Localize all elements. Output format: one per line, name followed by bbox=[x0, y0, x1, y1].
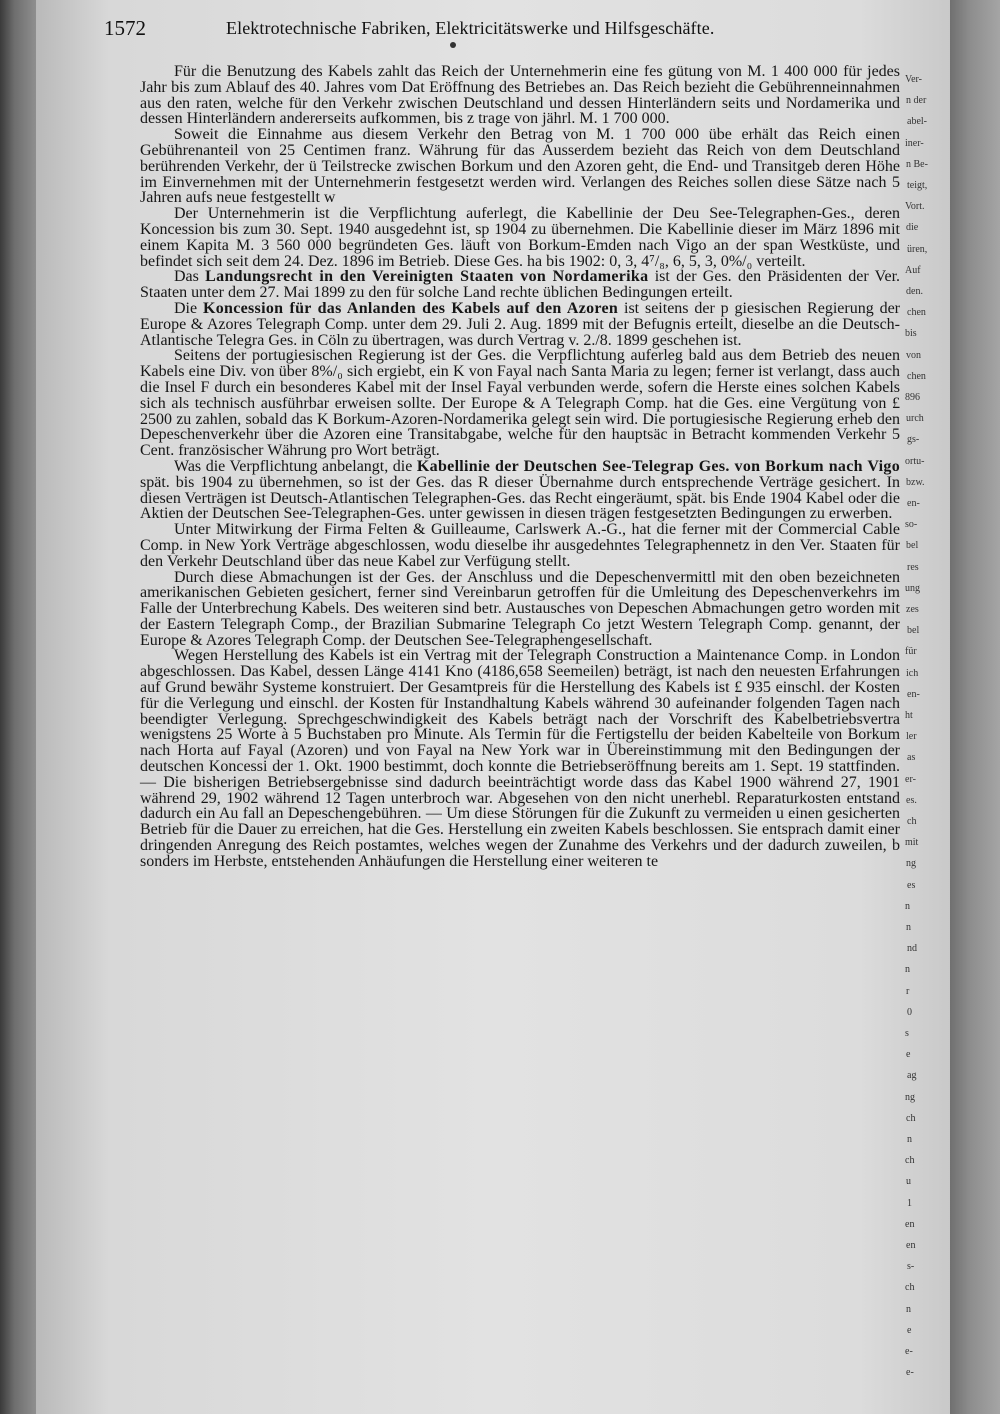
margin-fragment: die bbox=[906, 222, 919, 234]
paragraph bbox=[140, 648, 900, 869]
text-run: zweiten Kabels beschlossen. Sie entsprach damit einer dringenden Anregung des Reich bbox=[140, 821, 900, 855]
text-run: Soweit die Einnahme aus diesem Verkehr den Betrag von M. 1 700 000 übe bbox=[174, 126, 732, 144]
margin-fragment: en bbox=[906, 1240, 916, 1251]
margin-fragment: n bbox=[906, 1303, 911, 1315]
text-run: dieselbe ihr ausgedehntes Telegraphennetz in den Ver. Staaten für den Verkehr bbox=[140, 536, 901, 570]
paragraph bbox=[140, 348, 900, 459]
text-run: Kabel oder die Aktien der Deutschen See-Telegraphen-Ges. unter gewissen in diesen bbox=[140, 489, 900, 523]
text-run: jetzt Western Telegraph Comp. genannt, der Europe & Azores Telegraph Comp. bbox=[140, 615, 900, 649]
text-run: sonders im Herbste, entstehenden Anhäufungen die Herstellung einer weiteren te bbox=[140, 852, 659, 870]
text-run: spät. bis 1904 zu übernehmen, so ist der Ges. das R bbox=[140, 473, 489, 491]
text-run: Telegraph Comp. hat die Ges. eine Vergütung von £ 2500 zu zahlen, sobald das K bbox=[140, 394, 900, 428]
text-run: Durch diese Abmachungen ist der Ges. der Anschluss und die Depeschenvermittl bbox=[174, 568, 716, 586]
text-run: getroffen für die Umleitung des Depeschenverkehrs im Falle der Unterbrechung bbox=[140, 584, 901, 618]
margin-fragment: ung bbox=[905, 582, 920, 594]
margin-fragment: von bbox=[906, 349, 921, 361]
text-run: Deutschland über das neue Kabel zur Verfügung stellt. bbox=[217, 552, 571, 570]
text-run: trage von jährl. M. 1 700 000. bbox=[474, 110, 670, 128]
margin-fragment: 896 bbox=[905, 392, 920, 403]
text-run: eines solchen Kabels sich als technisch ausführbar erweisen sollte. Der Europe & A bbox=[140, 378, 901, 412]
paragraph bbox=[140, 301, 900, 348]
text-run: Die bbox=[174, 299, 203, 317]
text-run: worden mit der Eastern Telegraph Comp., der Brazilian Submarine Telegraph Co bbox=[140, 600, 900, 633]
margin-fragment: en- bbox=[907, 688, 920, 700]
paragraph bbox=[140, 269, 900, 301]
text-run: M. 3 560 000 begründeten Ges. läuft von Borkum-Emden nach Vigo an der span bbox=[228, 236, 793, 254]
paragraph bbox=[140, 522, 900, 569]
text-run: der beiden Kabelteile von Borkum nach Horta auf Fayal (Azoren) und von Fayal na bbox=[140, 726, 901, 760]
margin-fragment: zes bbox=[906, 604, 919, 615]
text-run: 1904 zu übernehmen. Die Kabellinie dieser im März 1896 mit einem Kapita bbox=[140, 220, 901, 254]
margin-fragment: e- bbox=[905, 1346, 913, 1357]
text-run: war. Abgesehen von den nicht unerhebl. Reparaturkosten entstand dadurch ein Au bbox=[140, 789, 900, 823]
text-run: See-Telegraphen-Ges., deren Koncession bis zum 30. Sept. 1940 ausgedehnt ist, sp bbox=[140, 205, 901, 238]
margin-fragment: s- bbox=[907, 1261, 915, 1273]
margin-fragment: e bbox=[906, 1049, 911, 1061]
margin-fragment: as bbox=[907, 752, 916, 764]
margin-fragment: ortu- bbox=[905, 455, 925, 467]
margin-fragment: üren, bbox=[907, 243, 928, 255]
margin-fragment: ch bbox=[905, 1282, 915, 1294]
margin-fragment: bis bbox=[905, 328, 917, 340]
margin-fragment: ler bbox=[906, 731, 917, 743]
margin-fragment: n bbox=[906, 922, 911, 933]
paragraph bbox=[140, 570, 900, 649]
margin-fragment: nd bbox=[907, 943, 917, 955]
text-run: Der Unternehmerin ist die Verpflichtung auferlegt, die Kabellinie der Deu bbox=[174, 205, 700, 223]
text-run: Deutsch-Atlantischen Telegraphen-Ges. das Recht eingeräumt, spät. bis Ende 1904 bbox=[265, 489, 802, 507]
margin-fragment: er- bbox=[905, 773, 916, 785]
margin-fragment: res bbox=[907, 561, 919, 573]
margin-fragment: n Be- bbox=[906, 158, 928, 170]
margin-fragment: ch bbox=[905, 1155, 915, 1167]
margin-fragment: u bbox=[906, 1176, 911, 1188]
scan-left-edge bbox=[0, 0, 36, 1414]
margin-fragment: teigt, bbox=[907, 180, 928, 191]
margin-fragment: 1 bbox=[907, 1197, 912, 1209]
text-run: Unter Mitwirkung der Firma Felten & Guilleaume, Carlswerk A.-G., hat die bbox=[174, 521, 677, 539]
margin-fragment: chen bbox=[907, 370, 926, 382]
margin-fragment: en- bbox=[907, 498, 920, 509]
text-run: Eröffnung des Betriebes an. Das Reich bezieht die Gebührenneinnahmen aus den bbox=[140, 78, 900, 112]
text-run: 2. Aug. 1899 mit der Befugnis erteilt, dieselbe an die Deutsch-Atlantische Telegra bbox=[140, 315, 900, 349]
text-run: Ausserdem bezieht das Reich von dem Deutschland berührenden Verkehr, der ü bbox=[140, 141, 901, 175]
text-run: dieser Übernahme durch entsprechende Verträge gesichert. In diesen Verträgen ist bbox=[140, 473, 901, 507]
text-run: Wegen Herstellung des Kabels ist ein Vertrag mit der Telegraph Construction a bbox=[174, 647, 692, 665]
text-run: einschl. der Kosten für die Verlegung und einschl. der Kosten für Instandhaltung bbox=[140, 679, 901, 712]
margin-fragment: e- bbox=[906, 1367, 914, 1379]
margin-fragment: bel bbox=[906, 540, 919, 552]
text-run: Ges. in Cöln zu übertragen, was durch Vertrag v. 2./8. 1899 geschehen ist. bbox=[264, 331, 742, 349]
text-run: New York war in Übereinstimmung mit den Bedingungen der deutschen Koncessi bbox=[140, 742, 900, 776]
text-run: fall an Depeschengebühren. — Um diese Störungen für die Zukunft zu vermeiden u bbox=[238, 805, 784, 823]
text-run: gütung von M. 1 400 000 für jedes Jahr bis zum Ablauf des 40. Jahres vom Dat bbox=[140, 63, 901, 96]
margin-fragment: n bbox=[905, 964, 910, 976]
text-run: Was die Verpflichtung anbelangt, die bbox=[174, 457, 417, 475]
text-run: Kabels während 30 aufeinander folgenden Tagen nach beendigter Verlegung. bbox=[140, 694, 901, 728]
margin-fragment: bel bbox=[907, 625, 920, 637]
bold-term: Koncession für das Anlanden des Kabels auf den Azoren bbox=[202, 299, 619, 317]
text-run: stattfinden. — Die bisherigen Betriebsergebnisse sind dadurch beeinträchtigt worde bbox=[140, 758, 900, 791]
margin-fragment: n bbox=[907, 1134, 912, 1145]
text-run: (4186,658 Seemeilen) beträgt, ist nach den neuesten Erfahrungen auf Grund bewähr bbox=[140, 663, 901, 697]
text-run: seits und Nordamerika und dessen Hinterländern andererseits aufkommen, bis z bbox=[140, 94, 900, 128]
text-run: deren Höhe im Einvernehmen mit der Unternehmerin festgesetzt werden wird. bbox=[140, 157, 900, 191]
text-run: den Präsidenten der Ver. Staaten unter dem 27. Mai 1899 zu den für solche Land bbox=[140, 268, 901, 302]
paragraph bbox=[140, 64, 900, 127]
margin-fragment: ch bbox=[907, 816, 917, 827]
margin-fragment: es bbox=[907, 879, 916, 891]
text-run: Borkum-Azoren-Nordamerika gelegt sein wird. Die portugiesische Regierung erheb bbox=[328, 410, 873, 428]
text-run: ist seitens der p bbox=[618, 299, 729, 317]
margin-fragment: ht bbox=[905, 710, 913, 721]
margin-fragment: ag bbox=[907, 1070, 917, 1082]
paragraph bbox=[140, 459, 900, 522]
margin-fragment: n bbox=[905, 900, 910, 912]
running-title: Elektrotechnische Fabriken, Elektricitätswerke und Hilfsgeschäfte. bbox=[226, 18, 715, 38]
paragraph bbox=[140, 127, 900, 206]
margin-fragment: Auf bbox=[905, 264, 921, 276]
margin-fragment: gs- bbox=[907, 434, 920, 446]
text-run: giesischen Regierung der Europe & Azores Telegraph Comp. unter dem 29. Juli bbox=[140, 299, 900, 333]
margin-fragment: es. bbox=[906, 794, 917, 806]
document-body bbox=[140, 64, 900, 870]
margin-fragment: so- bbox=[905, 519, 918, 531]
paragraph bbox=[140, 206, 900, 269]
margin-fragment: abel- bbox=[907, 116, 927, 128]
margin-fragment: e bbox=[907, 1324, 912, 1336]
margin-fragment: bzw. bbox=[906, 476, 925, 488]
text-run: Kabels. Des weiteren sind betr. Austausches von Depeschen Abmachungen getro bbox=[297, 600, 823, 618]
text-run: in Betracht kommenden Verkehr 5 Cent. französischer Währung pro Wort beträgt. bbox=[140, 426, 901, 460]
margin-fragment: den. bbox=[906, 286, 923, 297]
margin-fragment: für bbox=[905, 646, 917, 658]
text-run: wenigstens 25 Worte à 5 Buchstaben pro Minute. Als Termin für die Fertigstellu bbox=[140, 726, 669, 744]
text-run: bald aus dem Betrieb des neuen Kabels eine Div. von über 8%/₀ sich ergiebt, ein K bbox=[140, 347, 901, 381]
text-run: ist der Ges. bbox=[648, 268, 732, 286]
text-run: Verlangen des Reiches sollen diese Sätze nach 5 Jahren aufs neue festgestellt w bbox=[140, 173, 900, 207]
margin-fragment: ich bbox=[906, 667, 919, 679]
text-run: Das bbox=[174, 268, 206, 286]
text-run: der Deutschen See-Telegraphengesellschaft. bbox=[365, 631, 653, 649]
margin-fragment: r bbox=[906, 985, 910, 997]
text-run: postamtes, welches wegen der Zunahme des Verkehrs und der dadurch zuweilen, b bbox=[349, 837, 901, 855]
text-run: raten, welche für den Verkehr zwischen Deutschland und dessen Hinterländern bbox=[190, 94, 717, 112]
text-run: rechte üblichen Bedingungen erteilt. bbox=[495, 284, 733, 302]
bold-term: Landungsrecht in den Vereinigten Staaten von Nordamerika bbox=[205, 268, 649, 286]
text-run: den Depeschenverkehr über die Azoren eine Transitabgabe, welche für den hauptsäc bbox=[140, 410, 900, 444]
text-run: einen gesicherten Betrieb für die Dauer zu erreichen, hat die Ges. Herstellung ein bbox=[140, 805, 900, 839]
text-run: von Fayal nach Santa Maria zu legen; ferner ist verlangt, dass auch die Insel F bbox=[140, 363, 901, 396]
margin-fragment: mit bbox=[905, 837, 919, 849]
margin-fragment: Ver- bbox=[905, 74, 923, 85]
text-run: Systeme konstruiert. Der Gesamtpreis für die Herstellung des Kabels ist £ 935 bbox=[257, 679, 771, 697]
margin-fragment: ng bbox=[906, 858, 916, 870]
margin-fragment: urch bbox=[906, 413, 924, 425]
text-run: erhält das Reich einen Gebührenanteil von 25 Centimen franz. Währung für das bbox=[140, 126, 901, 159]
margin-fragment: n der bbox=[906, 95, 927, 107]
margin-fragment: s bbox=[905, 1028, 909, 1039]
text-run: ferner mit der Commercial Cable Comp. in New York Verträge abgeschlossen, wodu bbox=[140, 521, 900, 554]
margin-fragment: chen bbox=[907, 307, 926, 319]
printer-dot bbox=[450, 42, 456, 48]
adjacent-page-strip bbox=[950, 0, 1000, 1414]
margin-fragment: ng bbox=[905, 1091, 915, 1103]
margin-fragment: en bbox=[905, 1218, 915, 1230]
text-run: durch ein besonderes Kabel mit der Insel Fayal verbunden werde, sofern die Herste bbox=[209, 378, 760, 396]
page-header bbox=[104, 16, 854, 46]
text-run: bis 1902: 0, 3, 4⁷/₈, 6, 5, 3, 0%/₀ verteilt. bbox=[542, 252, 806, 270]
page-number: 1572 bbox=[104, 16, 146, 40]
text-run: Sprechgeschwindigkeit des Kabels beträgt nach der Vorschrift des Kabelbetriebsvertra bbox=[287, 710, 901, 728]
margin-fragment: ch bbox=[906, 1112, 916, 1124]
text-run: Westküste, und befindet sich seit dem 24. Dez. 1896 im Betrieb. Diese Ges. ha bbox=[140, 236, 901, 270]
text-run: mit den oben bezeichneten amerikanischen Gebieten gesichert, ferner sind Vereinbarun bbox=[140, 568, 900, 602]
text-run: dass das Kabel 1900 während 27, 1901 während 29, 1902 während 12 Tagen unterbroch bbox=[140, 773, 900, 807]
text-run: Maintenance Comp. in London abgeschlossen. Das Kabel, dessen Länge 4141 Kno bbox=[140, 647, 900, 681]
margin-fragment: Vort. bbox=[905, 201, 925, 213]
text-run: trägen festgesetzten Bedingungen zu erwerben. bbox=[585, 505, 893, 523]
text-run: der 1. Okt. 1900 bestimmt, doch konnte die Betriebseröffnung bereits am 1. Sept. 19 bbox=[267, 758, 824, 776]
text-run: Seitens der portugiesischen Regierung ist der Ges. die Verpflichtung auferleg bbox=[174, 347, 683, 365]
bold-term: Ges. von Borkum nach Vigo bbox=[698, 457, 901, 475]
text-run: Teilstrecke zwischen Borkum und den Azoren geht, die End- und Transitgeb bbox=[316, 157, 820, 175]
margin-fragment: iner- bbox=[905, 137, 924, 149]
margin-fragment: 0 bbox=[907, 1006, 912, 1018]
bold-term: Kabellinie der Deutschen See-Telegrap bbox=[416, 457, 695, 475]
text-run: Für die Benutzung des Kabels zahlt das Reich der Unternehmerin eine fes bbox=[174, 63, 663, 80]
